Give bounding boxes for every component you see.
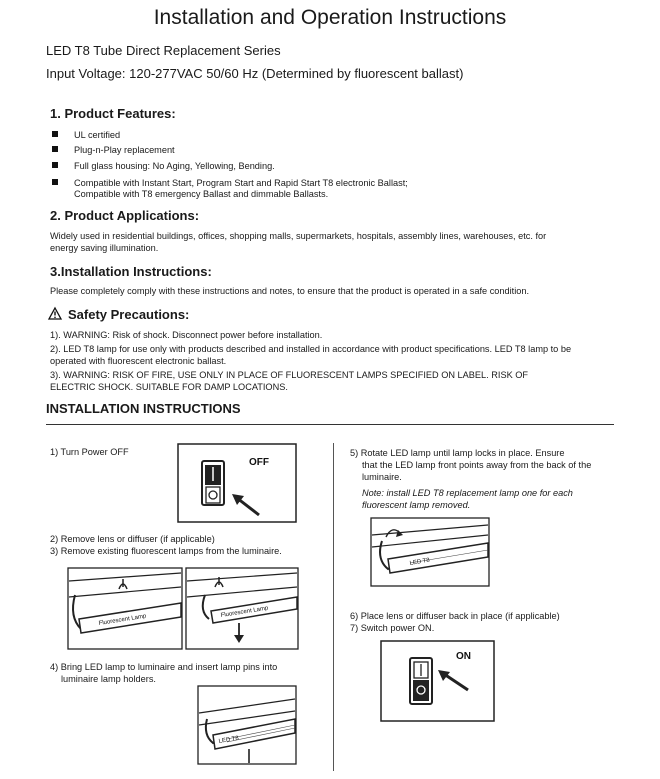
installation-heading: 3.Installation Instructions:	[50, 264, 212, 279]
fluorescent-label-1: Fluorescent Lamp	[98, 613, 147, 627]
step-5c: luminaire.	[362, 472, 402, 482]
note-b: fluorescent lamp removed.	[362, 500, 471, 510]
bullet-icon	[52, 146, 58, 152]
fluorescent-lamp-illustration-2	[185, 567, 299, 650]
safety-warning-2b: operated with fluorescent electronic ballast.	[50, 356, 227, 366]
power-switch-off-illustration	[177, 443, 297, 523]
safety-warning-3b: ELECTRIC SHOCK. SUITABLE FOR DAMP LOCATIONS.	[50, 382, 288, 392]
on-label: ON	[456, 651, 471, 662]
step-1: 1) Turn Power OFF	[50, 447, 129, 457]
safety-heading: Safety Precautions:	[68, 307, 190, 322]
step-2: 2) Remove lens or diffuser (if applicable)	[50, 534, 215, 544]
column-divider	[333, 443, 334, 771]
bullet-icon	[52, 179, 58, 185]
fluorescent-label-2: Fluorescent Lamp	[220, 605, 269, 619]
bullet-icon	[52, 131, 58, 137]
features-heading: 1. Product Features:	[50, 106, 176, 121]
step-3: 3) Remove existing fluorescent lamps from the luminaire.	[50, 546, 282, 556]
instructions-heading: INSTALLATION INSTRUCTIONS	[46, 401, 241, 416]
applications-heading: 2. Product Applications:	[50, 208, 200, 223]
input-voltage: Input Voltage: 120-277VAC 50/60 Hz (Determined by fluorescent ballast)	[46, 66, 464, 81]
series-name: LED T8 Tube Direct Replacement Series	[46, 43, 281, 58]
off-label: OFF	[249, 457, 269, 468]
step-5a: 5) Rotate LED lamp until lamp locks in place. Ensure	[350, 448, 565, 458]
bullet-icon	[52, 162, 58, 168]
led-lamp-insert-illustration	[197, 685, 297, 765]
divider	[46, 424, 614, 425]
warning-icon	[48, 307, 62, 320]
led-lamp-rotate-illustration	[370, 517, 490, 587]
applications-text-line2: energy saving illumination.	[50, 243, 159, 253]
fluorescent-lamp-illustration-1	[67, 567, 183, 650]
step-7: 7) Switch power ON.	[350, 623, 435, 633]
installation-text: Please completely comply with these instructions and notes, to ensure that the product is operated in a safe condition.	[50, 286, 530, 296]
safety-warning-1: 1). WARNING: Risk of shock. Disconnect power before installation.	[50, 330, 323, 340]
power-switch-on-illustration	[380, 640, 495, 722]
step-5b: that the LED lamp front points away from the back of the	[362, 460, 592, 470]
step-6: 6) Place lens or diffuser back in place (if applicable)	[350, 611, 560, 621]
applications-text-line1: Widely used in residential buildings, offices, shopping malls, supermarkets, hospitals, assembly lines, warehouses, etc. for	[50, 231, 547, 241]
document-title: Installation and Operation Instructions	[153, 6, 507, 29]
safety-warning-2a: 2). LED T8 lamp for use only with products described and installed in accordance with product specifications. LED T8 lamp to be	[50, 344, 572, 354]
led-label-1: LED T8	[218, 735, 240, 745]
step-4a: 4) Bring LED lamp to luminaire and insert lamp pins into	[50, 662, 278, 672]
safety-warning-3a: 3). WARNING: RISK OF FIRE, USE ONLY IN PLACE OF FLUORESCENT LAMPS SPECIFIED ON LABEL. RISK OF	[50, 370, 529, 380]
step-4b: luminaire lamp holders.	[61, 674, 156, 684]
led-label-2: LED T8	[409, 557, 431, 567]
note-a: Note: install LED T8 replacement lamp one for each	[362, 488, 573, 498]
